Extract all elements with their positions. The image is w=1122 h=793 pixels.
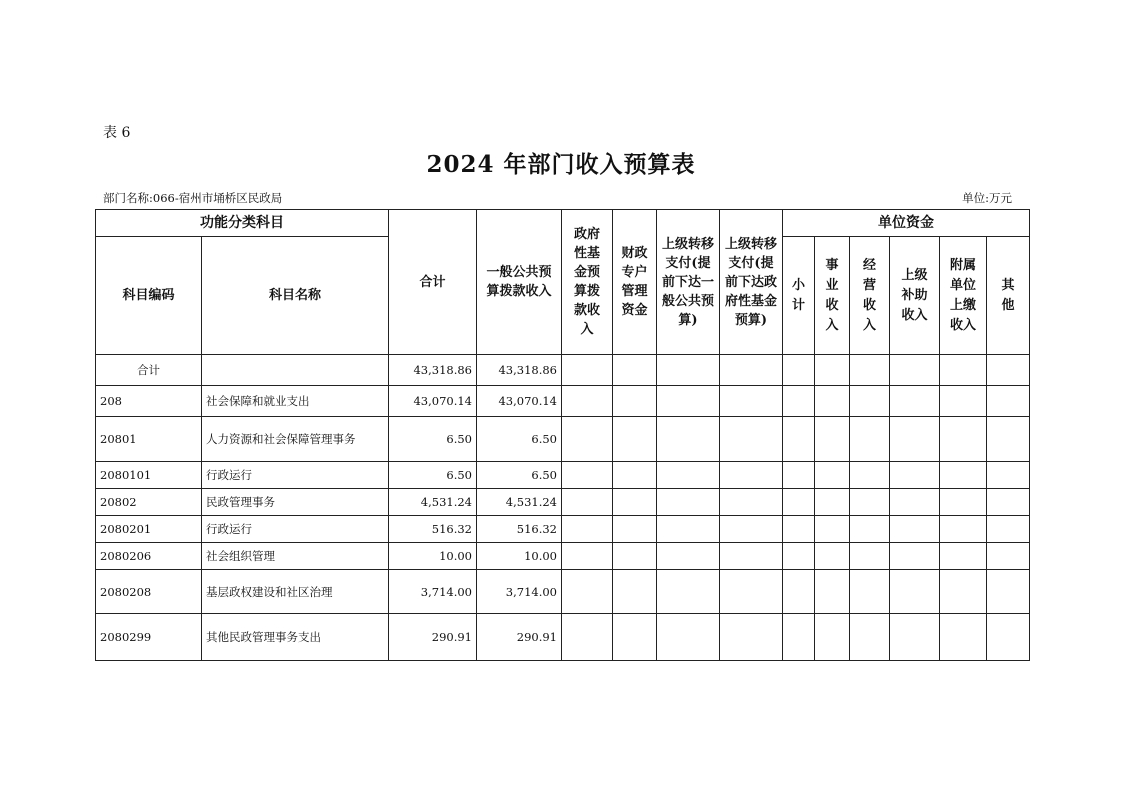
row-name: 社会保障和就业支出 [202,386,389,417]
row-code: 2080208 [96,570,202,614]
header-general: 一般公共预算拨款收入 [477,210,562,355]
row-total: 3,714.00 [389,570,477,614]
row-code: 2080101 [96,462,202,489]
table-row [96,543,1030,570]
header-transfer-gov: 上级转移支付(提前下达政府性基金预算) [720,210,783,355]
row-general: 290.91 [477,614,562,661]
row-total: 6.50 [389,462,477,489]
table-row [96,386,1030,417]
row-name: 行政运行 [202,516,389,543]
row-total: 10.00 [389,543,477,570]
header-func-group: 功能分类科目 [96,210,389,237]
page-title: 2024 年部门收入预算表 [426,151,696,178]
income-budget-table [95,209,1030,661]
row-general: 3,714.00 [477,570,562,614]
row-total: 290.91 [389,614,477,661]
row-general: 6.50 [477,417,562,462]
row-name: 社会组织管理 [202,543,389,570]
header-subtotal: 小计 [783,237,815,355]
header-transfer-general: 上级转移支付(提前下达一般公共预算) [657,210,720,355]
header-affiliated: 附属单位上缴收入 [940,237,987,355]
row-name [202,355,389,386]
department-name: 部门名称:066-宿州市埇桥区民政局 [103,191,283,205]
header-operating: 经营收入 [850,237,890,355]
row-general: 6.50 [477,462,562,489]
row-code: 2080206 [96,543,202,570]
row-code: 合计 [96,355,202,386]
row-name: 人力资源和社会保障管理事务 [202,417,389,462]
header-other: 其他 [987,237,1030,355]
row-code: 2080299 [96,614,202,661]
header-gov-fund: 政府性基金预算拨款收入 [562,210,613,355]
table-row [96,614,1030,661]
row-code: 2080201 [96,516,202,543]
row-general: 43,070.14 [477,386,562,417]
row-total: 4,531.24 [389,489,477,516]
header-name: 科目名称 [202,237,389,355]
row-code: 20801 [96,417,202,462]
header-fiscal-special: 财政专户管理资金 [613,210,657,355]
row-name: 行政运行 [202,462,389,489]
row-general: 4,531.24 [477,489,562,516]
row-name: 其他民政管理事务支出 [202,614,389,661]
header-unit-funds: 单位资金 [783,210,1030,237]
table-row [96,516,1030,543]
header-total: 合计 [389,210,477,355]
row-code: 208 [96,386,202,417]
table-number: 表 6 [103,125,131,141]
row-name: 基层政权建设和社区治理 [202,570,389,614]
header-superior-subsidy: 上级补助收入 [890,237,940,355]
row-general: 43,318.86 [477,355,562,386]
row-total: 43,070.14 [389,386,477,417]
row-code: 20802 [96,489,202,516]
table-row [96,462,1030,489]
row-name: 民政管理事务 [202,489,389,516]
row-general: 516.32 [477,516,562,543]
row-total: 43,318.86 [389,355,477,386]
row-total: 516.32 [389,516,477,543]
header-business: 事业收入 [815,237,850,355]
row-general: 10.00 [477,543,562,570]
unit-label: 单位:万元 [962,191,1012,205]
table-row-total [96,355,1030,386]
table-row [96,570,1030,614]
row-total: 6.50 [389,417,477,462]
table-row [96,417,1030,462]
table-row [96,489,1030,516]
header-code: 科目编码 [96,237,202,355]
